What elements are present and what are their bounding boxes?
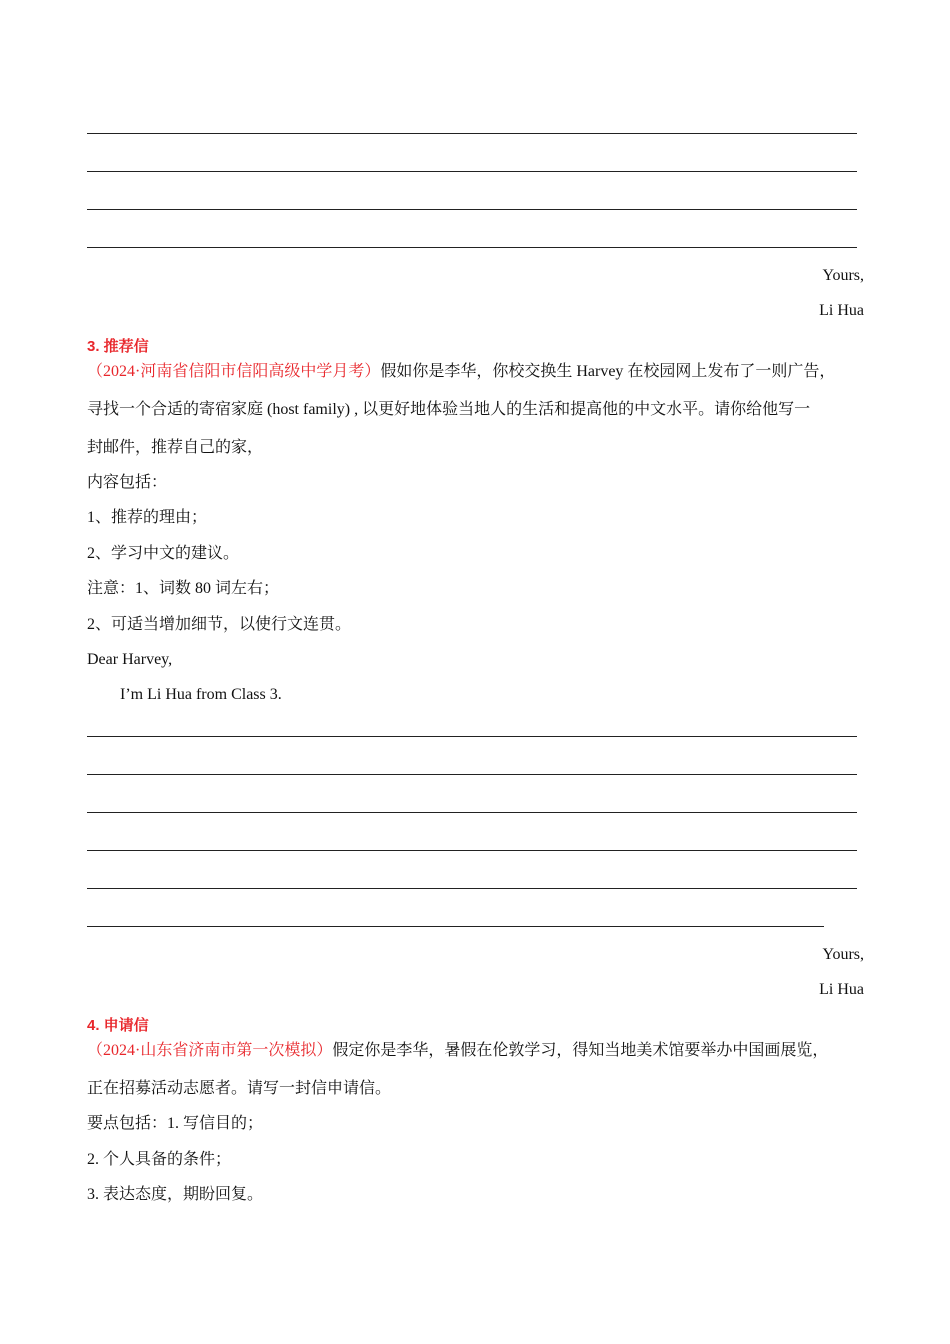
answer-line[interactable] xyxy=(87,247,857,248)
q3-content-label: 内容包括： xyxy=(87,474,168,491)
q3-point2: 2、学习中文的建议。 xyxy=(87,545,240,562)
answer-line[interactable] xyxy=(87,736,857,737)
q3-note2: 2、可适当增加细节，以使行文连贯。 xyxy=(87,616,352,633)
answer-line[interactable] xyxy=(87,926,824,927)
answer-line[interactable] xyxy=(87,850,857,851)
q4-point3: 3. 表达态度，期盼回复。 xyxy=(87,1186,264,1203)
q4-point2: 2. 个人具备的条件； xyxy=(87,1151,232,1168)
answer-line[interactable] xyxy=(87,209,857,210)
signoff: Yours, xyxy=(822,946,864,963)
signature: Li Hua xyxy=(819,302,864,319)
q4-prompt-line2: 正在招募活动志愿者。请写一封信申请信。 xyxy=(87,1080,392,1097)
q4-prompt-text1: 假定你是李华，暑假在伦敦学习，得知当地美术馆要举办中国画展览， xyxy=(332,1042,829,1059)
q4-point1: 要点包括：1. 写信目的； xyxy=(87,1115,264,1132)
q3-source: （2024·河南省信阳市信阳高级中学月考） xyxy=(87,363,381,380)
answer-line[interactable] xyxy=(87,812,857,813)
q3-note1: 注意：1、词数 80 词左右； xyxy=(87,580,280,597)
answer-line[interactable] xyxy=(87,888,857,889)
q3-prompt-text1: 假如你是李华，你校交换生 Harvey 在校园网上发布了一则广告， xyxy=(380,363,836,380)
signoff: Yours, xyxy=(822,267,864,284)
q3-prompt-line1 xyxy=(87,362,835,382)
q4-heading: 4. 申请信 xyxy=(87,1017,149,1034)
q3-prompt-line3: 封邮件，推荐自己的家， xyxy=(87,439,264,456)
answer-line[interactable] xyxy=(87,133,857,134)
answer-line[interactable] xyxy=(87,171,857,172)
answer-line[interactable] xyxy=(87,774,857,775)
q3-heading: 3. 推荐信 xyxy=(87,338,149,355)
q3-point1: 1、推荐的理由； xyxy=(87,509,208,526)
q4-source: （2024·山东省济南市第一次模拟） xyxy=(87,1042,333,1059)
signature: Li Hua xyxy=(819,981,864,998)
q3-opening: I’m Li Hua from Class 3. xyxy=(120,686,282,703)
q3-greeting: Dear Harvey, xyxy=(87,651,173,668)
q4-prompt-line1 xyxy=(87,1041,828,1061)
q3-prompt-line2: 寻找一个合适的寄宿家庭 (host family) , 以更好地体验当地人的生活和提高他的中文水平。请你给他写一 xyxy=(87,401,811,418)
